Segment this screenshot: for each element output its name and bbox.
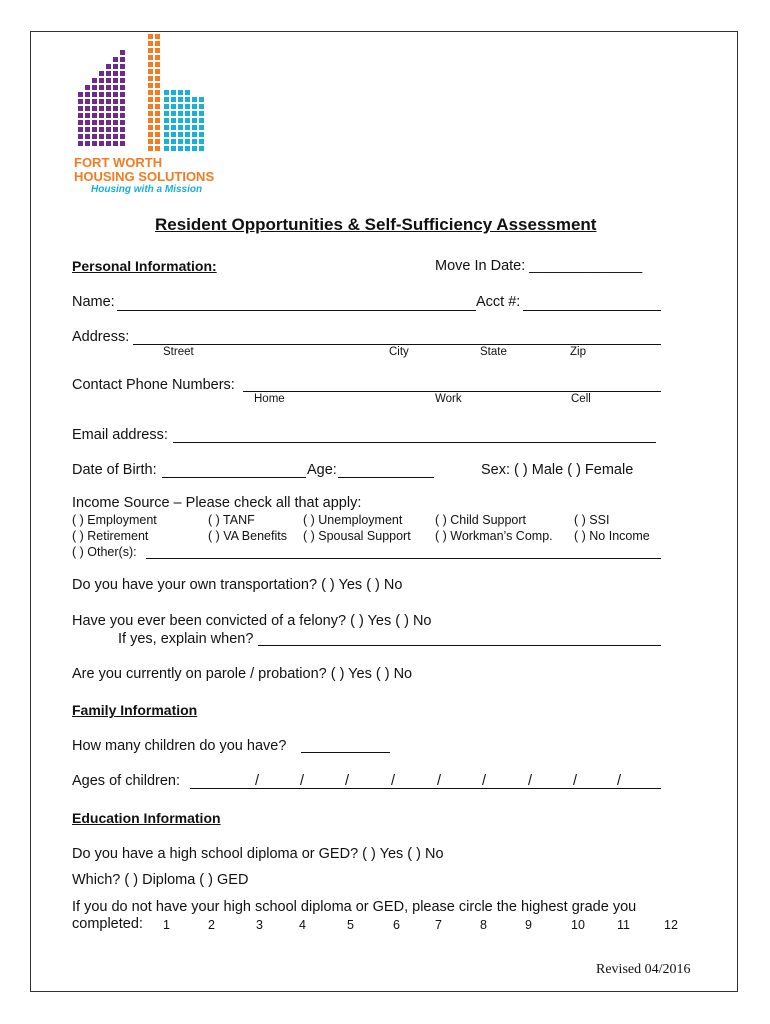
cell-caption: Cell	[571, 393, 591, 405]
grade-option[interactable]: 3	[256, 918, 263, 932]
age-separator: /	[482, 773, 487, 789]
education-info-heading: Education Information	[72, 810, 221, 826]
income-child-support[interactable]: ( ) Child Support	[435, 513, 527, 527]
name-field[interactable]	[117, 310, 476, 311]
grade-option[interactable]: 8	[480, 918, 487, 932]
completed-label: completed:	[72, 916, 143, 932]
work-caption: Work	[435, 393, 462, 405]
highest-grade-question: If you do not have your high school diploma or GED, please circle the highest grade you	[72, 899, 637, 915]
diploma-type-question[interactable]: Which? ( ) Diploma ( ) GED	[72, 872, 249, 888]
income-ssi[interactable]: ( ) SSI	[574, 513, 610, 527]
logo-tagline: Housing with a Mission	[91, 184, 203, 195]
age-separator: /	[617, 773, 622, 789]
children-count-label: How many children do you have?	[72, 738, 287, 754]
family-info-heading: Family Information	[72, 702, 198, 718]
personal-info-heading: Personal Information:	[72, 258, 217, 274]
income-other-label[interactable]: ( ) Other(s):	[72, 545, 137, 559]
transportation-question[interactable]: Do you have your own transportation? ( ) Yes ( ) No	[72, 577, 403, 593]
age-label: Age:	[307, 462, 337, 478]
children-count-field[interactable]	[301, 752, 390, 753]
grade-option[interactable]: 4	[299, 918, 306, 932]
age-separator: /	[345, 773, 350, 789]
phone-label: Contact Phone Numbers:	[72, 377, 235, 393]
income-retirement[interactable]: ( ) Retirement	[72, 529, 149, 543]
income-tanf[interactable]: ( ) TANF	[208, 513, 255, 527]
income-workmans-comp[interactable]: ( ) Workman’s Comp.	[435, 529, 553, 543]
phone-field[interactable]	[243, 391, 661, 392]
home-caption: Home	[254, 393, 285, 405]
children-ages-field[interactable]	[190, 788, 661, 789]
felony-question[interactable]: Have you ever been convicted of a felony? ( ) Yes ( ) No	[72, 613, 432, 629]
form-title: Resident Opportunities & Self-Sufficiency Assessment	[155, 215, 597, 234]
income-spousal-support[interactable]: ( ) Spousal Support	[303, 529, 411, 543]
children-ages-label: Ages of children:	[72, 773, 181, 789]
felony-explain-field[interactable]	[258, 645, 661, 646]
grade-option[interactable]: 12	[664, 918, 678, 932]
income-employment[interactable]: ( ) Employment	[72, 513, 157, 527]
income-va-benefits[interactable]: ( ) VA Benefits	[208, 529, 287, 543]
grade-option[interactable]: 2	[208, 918, 215, 932]
email-label: Email address:	[72, 427, 168, 443]
income-other-field[interactable]	[146, 558, 661, 559]
dob-label: Date of Birth:	[72, 462, 157, 478]
move-in-date-field[interactable]: Move In Date: ______________	[435, 258, 643, 274]
grade-option[interactable]: 9	[525, 918, 532, 932]
age-separator: /	[528, 773, 533, 789]
age-separator: /	[255, 773, 260, 789]
income-no-income[interactable]: ( ) No Income	[574, 529, 650, 543]
income-unemployment[interactable]: ( ) Unemployment	[303, 513, 403, 527]
felony-explain-label: If yes, explain when?	[118, 631, 254, 647]
logo-line1: FORT WORTH	[74, 155, 163, 170]
grade-option[interactable]: 6	[393, 918, 400, 932]
grade-option[interactable]: 7	[435, 918, 442, 932]
acct-label: Acct #:	[476, 294, 521, 310]
address-label: Address:	[72, 329, 130, 345]
sex-field[interactable]: Sex: ( ) Male ( ) Female	[481, 462, 634, 478]
revised-date: Revised 04/2016	[596, 962, 691, 977]
age-separator: /	[437, 773, 442, 789]
address-field[interactable]	[133, 344, 661, 345]
parole-question[interactable]: Are you currently on parole / probation? ( ) Yes ( ) No	[72, 666, 413, 682]
logo-line2: HOUSING SOLUTIONS	[74, 169, 215, 184]
age-field[interactable]	[338, 477, 434, 478]
name-label: Name:	[72, 294, 115, 310]
income-heading: Income Source – Please check all that apply:	[72, 495, 362, 511]
age-separator: /	[391, 773, 396, 789]
acct-field[interactable]	[523, 310, 661, 311]
diploma-question[interactable]: Do you have a high school diploma or GED? ( ) Yes ( ) No	[72, 846, 444, 862]
grade-option[interactable]: 11	[617, 918, 630, 932]
age-separator: /	[573, 773, 578, 789]
state-caption: State	[480, 346, 507, 358]
grade-option[interactable]: 1	[163, 918, 170, 932]
grade-option[interactable]: 5	[347, 918, 354, 932]
city-caption: City	[389, 346, 409, 358]
fort-worth-housing-logo	[72, 32, 232, 202]
email-field[interactable]	[173, 442, 656, 443]
zip-caption: Zip	[570, 346, 586, 358]
age-separator: /	[300, 773, 305, 789]
dob-field[interactable]	[162, 477, 306, 478]
grade-option[interactable]: 10	[571, 918, 585, 932]
street-caption: Street	[163, 346, 194, 358]
